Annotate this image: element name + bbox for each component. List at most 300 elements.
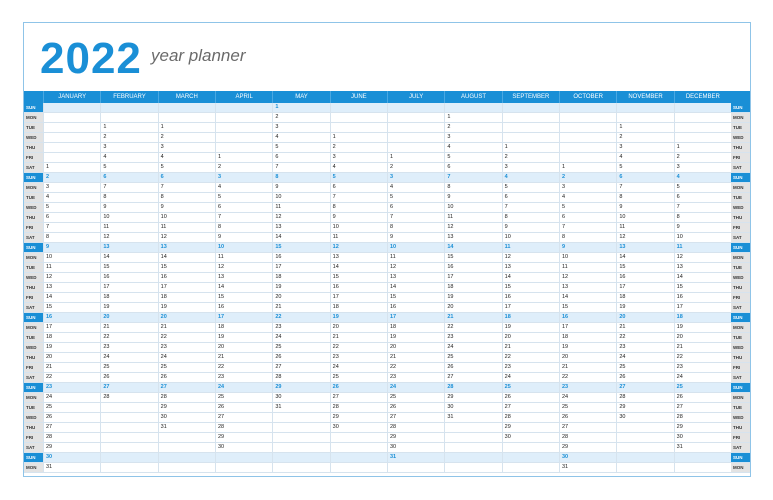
date-cell: 3 [100, 143, 157, 152]
date-cell: 26 [100, 373, 157, 382]
calendar-row [24, 463, 750, 473]
weekday-label-right: SUN [731, 313, 750, 322]
date-cell: 17 [559, 323, 616, 332]
date-cell: 7 [215, 213, 272, 222]
date-cell: 3 [43, 183, 100, 192]
weekday-label-right: FRI [731, 223, 750, 232]
calendar-row [24, 323, 750, 333]
date-cell: 16 [444, 263, 501, 272]
weekday-label-right: SAT [731, 443, 750, 452]
calendar-row [24, 343, 750, 353]
date-cell: 28 [616, 393, 673, 402]
weekday-label-left: TUE [24, 193, 43, 202]
weekday-label-right: FRI [731, 433, 750, 442]
date-cell [43, 143, 100, 152]
date-cell: 28 [43, 433, 100, 442]
date-cell [330, 113, 387, 122]
date-cell: 21 [559, 363, 616, 372]
date-cell: 17 [43, 323, 100, 332]
date-cell [272, 443, 329, 452]
date-cell: 26 [559, 413, 616, 422]
date-cell: 2 [444, 123, 501, 132]
date-cell [502, 103, 559, 112]
date-cell: 7 [444, 173, 501, 182]
month-header-june: JUNE [330, 91, 387, 103]
weekday-label-left: THU [24, 143, 43, 152]
date-cell: 5 [444, 153, 501, 162]
date-cell: 1 [387, 153, 444, 162]
weekday-label-left: SAT [24, 373, 43, 382]
date-cell: 6 [674, 193, 731, 202]
date-cell: 9 [444, 193, 501, 202]
date-cell: 18 [100, 293, 157, 302]
date-cell: 30 [674, 433, 731, 442]
date-cell: 7 [616, 183, 673, 192]
date-cell: 23 [158, 343, 215, 352]
weekday-label-right: SAT [731, 373, 750, 382]
date-cell: 30 [444, 403, 501, 412]
date-cell: 23 [215, 373, 272, 382]
date-cell: 9 [559, 243, 616, 252]
date-cell: 19 [43, 343, 100, 352]
date-cell: 24 [215, 383, 272, 392]
date-cell: 22 [616, 333, 673, 342]
date-cell [215, 133, 272, 142]
calendar-row [24, 433, 750, 443]
date-cell: 5 [158, 163, 215, 172]
date-cell: 7 [330, 193, 387, 202]
date-cell [559, 103, 616, 112]
date-cell: 10 [43, 253, 100, 262]
date-cell: 31 [387, 453, 444, 462]
date-cell: 13 [444, 233, 501, 242]
weekday-label-left: WED [24, 203, 43, 212]
date-cell: 23 [444, 333, 501, 342]
date-cell: 2 [559, 173, 616, 182]
calendar-row [24, 373, 750, 383]
weekday-label-left: MON [24, 113, 43, 122]
date-cell [444, 453, 501, 462]
date-cell: 7 [158, 183, 215, 192]
date-cell: 21 [674, 343, 731, 352]
date-cell: 25 [43, 403, 100, 412]
date-cell: 18 [330, 303, 387, 312]
calendar-row [24, 123, 750, 133]
date-cell [444, 463, 501, 472]
calendar-row [24, 423, 750, 433]
calendar-row [24, 283, 750, 293]
date-cell: 28 [559, 433, 616, 442]
date-cell: 29 [559, 443, 616, 452]
date-cell [674, 113, 731, 122]
date-cell: 17 [330, 293, 387, 302]
date-cell: 28 [444, 383, 501, 392]
date-cell: 17 [616, 283, 673, 292]
date-cell: 26 [158, 373, 215, 382]
calendar-row [24, 273, 750, 283]
weekday-label-right: THU [731, 143, 750, 152]
date-cell: 1 [559, 163, 616, 172]
date-cell: 18 [272, 273, 329, 282]
date-cell: 4 [330, 163, 387, 172]
date-cell [674, 453, 731, 462]
date-cell: 21 [215, 353, 272, 362]
date-cell: 17 [502, 303, 559, 312]
calendar-row [24, 303, 750, 313]
date-cell: 14 [444, 243, 501, 252]
date-cell: 1 [616, 123, 673, 132]
weekday-label-right: FRI [731, 363, 750, 372]
date-cell: 13 [502, 263, 559, 272]
date-cell: 26 [272, 353, 329, 362]
date-cell: 12 [674, 253, 731, 262]
date-cell [559, 113, 616, 122]
date-cell: 2 [616, 133, 673, 142]
date-cell: 8 [559, 233, 616, 242]
date-cell [616, 453, 673, 462]
date-cell [272, 423, 329, 432]
date-cell: 25 [272, 343, 329, 352]
weekday-label-left: TUE [24, 263, 43, 272]
month-header-july: JULY [387, 91, 444, 103]
date-cell [158, 113, 215, 122]
weekday-label-left: FRI [24, 433, 43, 442]
date-cell: 9 [330, 213, 387, 222]
date-cell: 9 [272, 183, 329, 192]
calendar-row [24, 223, 750, 233]
weekday-label-left: WED [24, 413, 43, 422]
date-cell: 29 [502, 423, 559, 432]
date-cell: 14 [272, 233, 329, 242]
date-cell [616, 423, 673, 432]
date-cell: 27 [559, 423, 616, 432]
date-cell: 12 [215, 263, 272, 272]
date-cell [158, 433, 215, 442]
date-cell [444, 423, 501, 432]
date-cell: 29 [158, 403, 215, 412]
date-cell: 6 [158, 173, 215, 182]
date-cell [387, 113, 444, 122]
date-cell: 15 [444, 253, 501, 262]
date-cell: 7 [674, 203, 731, 212]
weekday-label-left: MON [24, 183, 43, 192]
date-cell [502, 453, 559, 462]
date-cell [330, 103, 387, 112]
calendar-row [24, 113, 750, 123]
date-cell: 27 [158, 383, 215, 392]
date-cell: 25 [674, 383, 731, 392]
date-cell: 18 [215, 323, 272, 332]
weekday-label-left: TUE [24, 333, 43, 342]
date-cell: 6 [215, 203, 272, 212]
date-cell [330, 443, 387, 452]
date-cell: 17 [387, 313, 444, 322]
date-cell: 21 [387, 353, 444, 362]
date-cell: 9 [215, 233, 272, 242]
date-cell: 30 [215, 443, 272, 452]
date-cell: 15 [215, 293, 272, 302]
date-cell: 31 [158, 423, 215, 432]
calendar-row [24, 213, 750, 223]
date-cell: 18 [387, 323, 444, 332]
date-cell: 22 [502, 353, 559, 362]
date-cell: 6 [43, 213, 100, 222]
date-cell: 13 [330, 253, 387, 262]
date-cell: 28 [215, 423, 272, 432]
date-cell: 11 [616, 223, 673, 232]
calendar-row [24, 183, 750, 193]
date-cell: 13 [43, 283, 100, 292]
weekday-label-left: THU [24, 353, 43, 362]
date-cell: 9 [674, 223, 731, 232]
date-cell: 19 [158, 303, 215, 312]
date-cell: 18 [43, 333, 100, 342]
date-cell: 19 [215, 333, 272, 342]
date-cell: 3 [444, 133, 501, 142]
date-cell: 24 [330, 363, 387, 372]
date-cell: 6 [616, 173, 673, 182]
weekday-label-right: THU [731, 423, 750, 432]
planner-frame [23, 22, 751, 477]
month-header-august: AUGUST [444, 91, 501, 103]
weekday-label-left: SUN [24, 103, 43, 112]
date-cell: 31 [674, 443, 731, 452]
date-cell: 7 [387, 213, 444, 222]
date-cell: 5 [100, 163, 157, 172]
date-cell [616, 443, 673, 452]
date-cell: 2 [674, 153, 731, 162]
date-cell [387, 463, 444, 472]
date-cell: 5 [215, 193, 272, 202]
date-cell: 20 [100, 313, 157, 322]
date-cell [272, 463, 329, 472]
date-cell: 10 [616, 213, 673, 222]
date-cell: 17 [674, 303, 731, 312]
date-cell: 21 [616, 323, 673, 332]
date-cell: 19 [330, 313, 387, 322]
date-cell: 13 [559, 283, 616, 292]
weekday-label-left: SAT [24, 443, 43, 452]
date-cell: 5 [272, 143, 329, 152]
date-cell: 11 [674, 243, 731, 252]
date-cell [100, 433, 157, 442]
weekday-label-left: MON [24, 463, 43, 472]
date-cell: 1 [215, 153, 272, 162]
date-cell: 4 [559, 193, 616, 202]
date-cell: 29 [43, 443, 100, 452]
date-cell [502, 443, 559, 452]
date-cell: 24 [502, 373, 559, 382]
date-cell: 15 [674, 283, 731, 292]
date-cell: 11 [43, 263, 100, 272]
date-cell: 9 [502, 223, 559, 232]
weekday-label-left: SUN [24, 383, 43, 392]
date-cell: 12 [158, 233, 215, 242]
date-cell [444, 433, 501, 442]
date-cell: 15 [616, 263, 673, 272]
date-cell: 9 [158, 203, 215, 212]
date-cell: 16 [272, 253, 329, 262]
date-cell [674, 103, 731, 112]
date-cell: 5 [387, 193, 444, 202]
date-cell: 24 [616, 353, 673, 362]
date-cell: 4 [444, 143, 501, 152]
date-cell: 26 [215, 403, 272, 412]
date-cell [272, 453, 329, 462]
date-cell: 8 [444, 183, 501, 192]
date-cell: 1 [272, 103, 329, 112]
weekday-label-right: SUN [731, 453, 750, 462]
date-cell: 14 [674, 273, 731, 282]
weekday-label-right: TUE [731, 333, 750, 342]
date-cell: 13 [100, 243, 157, 252]
date-cell: 25 [100, 363, 157, 372]
date-cell: 13 [674, 263, 731, 272]
date-cell: 10 [158, 213, 215, 222]
calendar-row [24, 263, 750, 273]
month-header-february: FEBRUARY [100, 91, 157, 103]
date-cell: 24 [444, 343, 501, 352]
date-cell: 27 [215, 413, 272, 422]
date-cell: 2 [158, 133, 215, 142]
weekday-label-right: MON [731, 463, 750, 472]
date-cell [272, 433, 329, 442]
date-cell: 20 [387, 343, 444, 352]
date-cell [502, 133, 559, 142]
date-cell: 10 [100, 213, 157, 222]
date-cell: 20 [502, 333, 559, 342]
date-cell: 29 [444, 393, 501, 402]
month-header-september: SEPTEMBER [502, 91, 559, 103]
date-cell: 6 [559, 213, 616, 222]
date-cell: 22 [100, 333, 157, 342]
date-cell: 13 [616, 243, 673, 252]
weekday-label-right: THU [731, 353, 750, 362]
date-cell: 8 [616, 193, 673, 202]
date-cell: 2 [502, 153, 559, 162]
date-cell: 10 [559, 253, 616, 262]
date-cell: 16 [674, 293, 731, 302]
date-cell: 8 [158, 193, 215, 202]
date-cell: 27 [502, 403, 559, 412]
date-cell: 27 [43, 423, 100, 432]
date-cell: 5 [43, 203, 100, 212]
calendar-row [24, 383, 750, 393]
date-cell [330, 463, 387, 472]
weekday-label-left: SUN [24, 313, 43, 322]
date-cell: 16 [387, 303, 444, 312]
date-cell: 1 [100, 123, 157, 132]
weekday-label-left: TUE [24, 403, 43, 412]
date-cell: 4 [100, 153, 157, 162]
calendar-row [24, 203, 750, 213]
calendar-row [24, 453, 750, 463]
date-cell: 13 [158, 243, 215, 252]
date-cell: 8 [272, 173, 329, 182]
date-cell: 20 [616, 313, 673, 322]
date-cell [215, 463, 272, 472]
date-cell: 28 [272, 373, 329, 382]
date-cell: 27 [674, 403, 731, 412]
date-cell: 28 [674, 413, 731, 422]
weekday-label-left: SAT [24, 233, 43, 242]
date-cell: 2 [272, 113, 329, 122]
date-cell: 26 [387, 403, 444, 412]
date-cell: 24 [158, 353, 215, 362]
date-cell: 15 [158, 263, 215, 272]
date-cell [502, 123, 559, 132]
weekday-label-left: SUN [24, 453, 43, 462]
date-cell: 5 [674, 183, 731, 192]
date-cell: 22 [158, 333, 215, 342]
date-cell: 15 [43, 303, 100, 312]
date-cell: 28 [158, 393, 215, 402]
date-cell: 4 [674, 173, 731, 182]
date-cell: 14 [158, 253, 215, 262]
calendar-row [24, 233, 750, 243]
calendar-row [24, 173, 750, 183]
date-cell: 16 [502, 293, 559, 302]
date-cell: 6 [330, 183, 387, 192]
weekday-label-right: SAT [731, 303, 750, 312]
date-cell: 27 [387, 413, 444, 422]
calendar-row [24, 293, 750, 303]
date-cell: 21 [330, 333, 387, 342]
date-cell: 19 [559, 343, 616, 352]
date-cell: 24 [272, 333, 329, 342]
date-cell: 23 [330, 353, 387, 362]
date-cell: 14 [330, 263, 387, 272]
date-cell: 12 [330, 243, 387, 252]
date-cell: 3 [387, 173, 444, 182]
date-cell: 30 [387, 443, 444, 452]
date-cell: 2 [330, 143, 387, 152]
date-cell: 30 [330, 423, 387, 432]
date-cell: 1 [444, 113, 501, 122]
date-cell [43, 113, 100, 122]
weekday-label-left: MON [24, 253, 43, 262]
date-cell: 10 [387, 243, 444, 252]
date-cell [100, 413, 157, 422]
date-cell: 9 [100, 203, 157, 212]
weekday-label-right: SUN [731, 243, 750, 252]
weekday-label-right: SUN [731, 383, 750, 392]
date-cell: 6 [444, 163, 501, 172]
month-header-november: NOVEMBER [616, 91, 673, 103]
date-cell [330, 433, 387, 442]
date-cell: 22 [387, 363, 444, 372]
date-cell: 13 [215, 273, 272, 282]
date-cell: 31 [444, 413, 501, 422]
date-cell: 25 [215, 393, 272, 402]
date-cell: 1 [674, 143, 731, 152]
date-cell [215, 453, 272, 462]
date-cell [330, 453, 387, 462]
date-cell [559, 143, 616, 152]
date-cell: 18 [616, 293, 673, 302]
date-cell: 29 [215, 433, 272, 442]
date-cell: 26 [330, 383, 387, 392]
date-cell: 29 [387, 433, 444, 442]
date-cell: 14 [43, 293, 100, 302]
month-header-may: MAY [272, 91, 329, 103]
weekday-label-right: SAT [731, 163, 750, 172]
date-cell: 8 [674, 213, 731, 222]
title-year: 2022 [40, 34, 142, 83]
date-cell: 18 [559, 333, 616, 342]
weekday-label-right: MON [731, 113, 750, 122]
date-cell: 5 [559, 203, 616, 212]
